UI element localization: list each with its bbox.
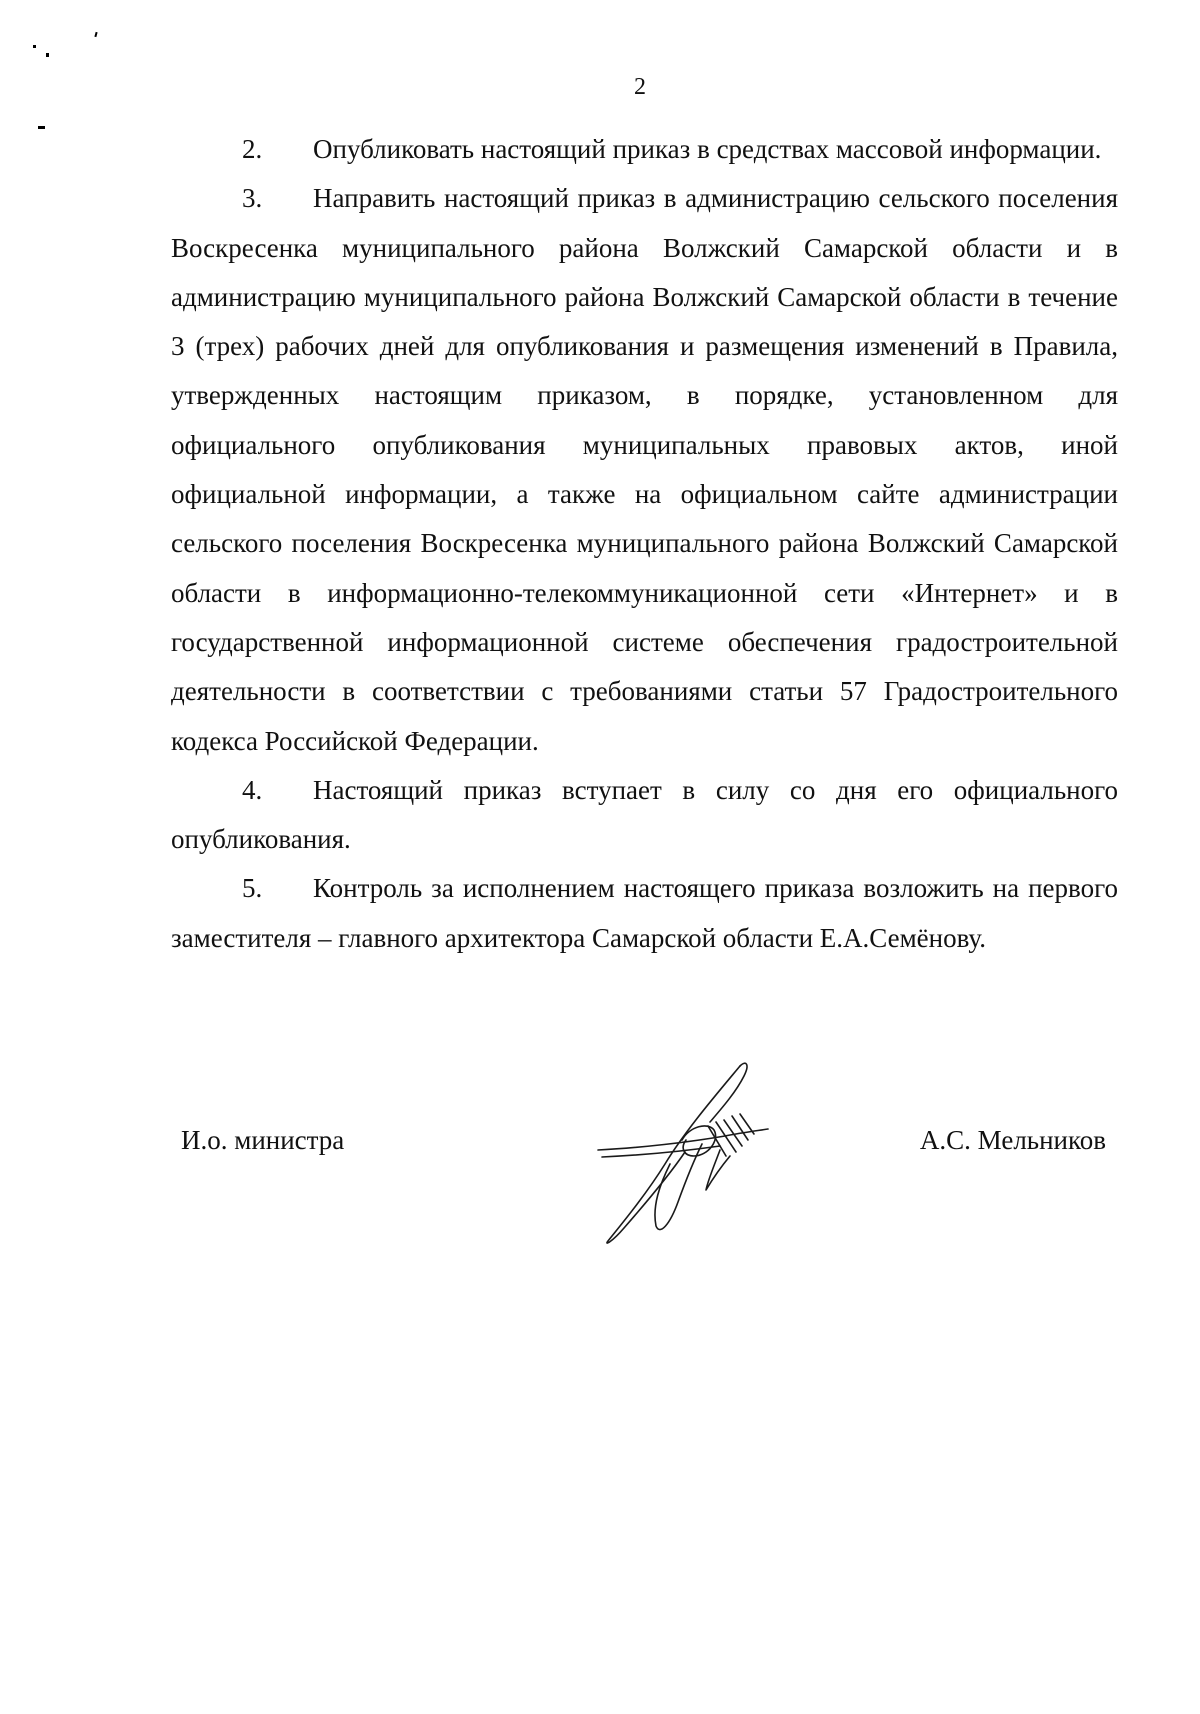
paragraph-item-4	[171, 766, 1118, 865]
paragraph-number: 4.	[242, 774, 263, 805]
paragraph-text: Направить настоящий приказ в администрацию сельского поселения Воскресенка муниципального района Волжский Самарской области и в администрацию муниципального района Волжский Самарской области в течение 3 (трех) рабочих дней для опубликования и размещения изменений в Правила, утвержденных настоящим приказом, в порядке, установленном для официального опубликования муниципальных правовых актов, иной официальной информации, а также на официальном сайте администрации сельского поселения Воскресенка муниципального района Волжский Самарской области в информационно-телекоммуникационной сети «Интернет» и в государственной информационной системе обеспечения градостроительной деятельности в соответствии с требованиями статьи 57 Градостроительного кодекса Российской Федерации.	[171, 183, 1118, 756]
scan-speck	[94, 32, 97, 37]
paragraph-item-5	[171, 864, 1118, 963]
signatory-title: И.о. министра	[181, 1125, 345, 1155]
paragraph-item-3	[171, 174, 1118, 766]
paragraph-number: 3.	[242, 183, 263, 214]
scan-speck	[33, 45, 36, 48]
paragraph-text: Настоящий приказ вступает в силу со дня его официального опубликования.	[171, 774, 1118, 855]
signatory-name: А.С. Мельников	[919, 1125, 1106, 1155]
paragraph-item-2	[171, 125, 1118, 174]
paragraph-text: Контроль за исполнением настоящего приказа возложить на первого заместителя – главного архитектора Самарской области Е.А.Семёнову.	[171, 873, 1118, 953]
paragraph-number: 5.	[242, 873, 263, 904]
handwritten-signature-icon	[590, 1056, 800, 1246]
scan-speck	[38, 126, 45, 129]
document-body	[171, 125, 1118, 963]
scan-speck	[46, 53, 49, 57]
paragraph-number: 2.	[242, 134, 263, 164]
page-number: 2	[634, 74, 646, 100]
paragraph-text: Опубликовать настоящий приказ в средствах массовой информации.	[313, 134, 1102, 164]
